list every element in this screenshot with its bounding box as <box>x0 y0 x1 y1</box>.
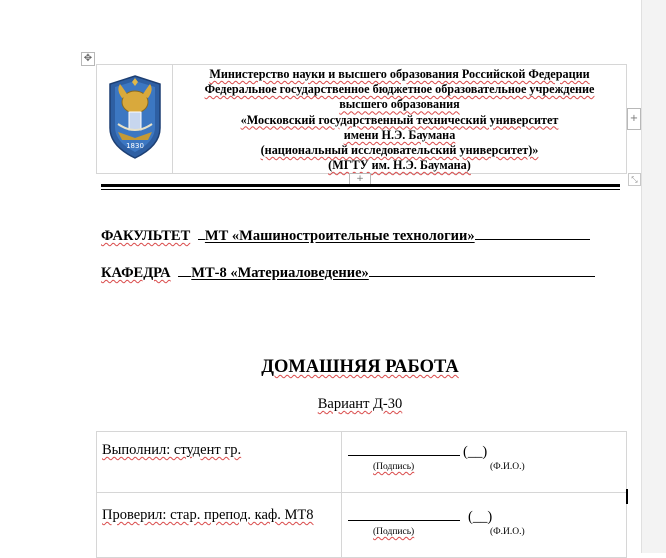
caption-fio: (Ф.И.О.) <box>490 527 525 537</box>
caption-fio: (Ф.И.О.) <box>490 462 525 472</box>
org-line-research: (национальный исследовательский университет)» <box>260 143 539 158</box>
logo-cell <box>97 65 173 174</box>
org-line-abbrev: (МГТУ им. Н.Э. Баумана) <box>328 158 471 173</box>
department-line <box>101 264 595 282</box>
signature-role: Проверил: стар. препод. каф. МТ8 <box>97 493 342 558</box>
add-column-button[interactable]: + <box>627 108 641 130</box>
fio-blank: (__) <box>468 509 493 525</box>
header-table <box>96 64 627 174</box>
faculty-label: ФАКУЛЬТЕТ <box>101 228 191 244</box>
org-line-university: «Московский государственный технический университет <box>240 112 559 127</box>
caption-signature: (Подпись) <box>373 527 415 537</box>
org-line-bauman: имени Н.Э. Баумана <box>343 127 456 142</box>
page-margin-edge <box>641 0 666 553</box>
signature-line <box>348 444 626 461</box>
signature-blank <box>348 509 460 521</box>
signature-table <box>96 431 627 558</box>
add-row-button[interactable]: + <box>349 173 371 186</box>
signature-line <box>348 509 626 526</box>
signature-fields <box>342 493 627 558</box>
table-move-handle-icon[interactable]: ✥ <box>81 52 95 66</box>
faculty-value: МТ «Машиностроительные технологии» <box>204 228 475 244</box>
text-cursor <box>626 489 628 504</box>
faculty-line <box>101 227 590 245</box>
org-line-federal: Федеральное государственное бюджетное образовательное учреждение <box>204 82 595 97</box>
variant-label: Вариант Д-30 <box>317 396 403 412</box>
department-label: КАФЕДРА <box>101 265 171 281</box>
signature-fields <box>342 432 627 493</box>
signature-row <box>97 432 627 493</box>
organization-name-cell <box>173 65 627 174</box>
header-rule-thick <box>101 184 620 187</box>
header-rule-thin <box>101 189 620 190</box>
org-line-ministry: Министерство науки и высшего образования Российской Федерации <box>209 67 590 81</box>
department-value: МТ-8 «Материаловедение» <box>191 265 369 281</box>
signature-blank <box>348 444 460 456</box>
signature-row <box>97 493 627 558</box>
table-resize-handle-icon[interactable]: ⤡ <box>628 173 641 186</box>
fio-blank: (__) <box>463 444 488 460</box>
emblem-year: 1830 <box>125 141 144 150</box>
org-line-education: высшего образования <box>339 97 460 112</box>
document-title: ДОМАШНЯЯ РАБОТА <box>261 357 459 377</box>
caption-signature: (Подпись) <box>373 462 415 472</box>
signature-role: Выполнил: студент гр. <box>97 432 342 493</box>
bmstu-emblem-icon <box>104 72 166 162</box>
